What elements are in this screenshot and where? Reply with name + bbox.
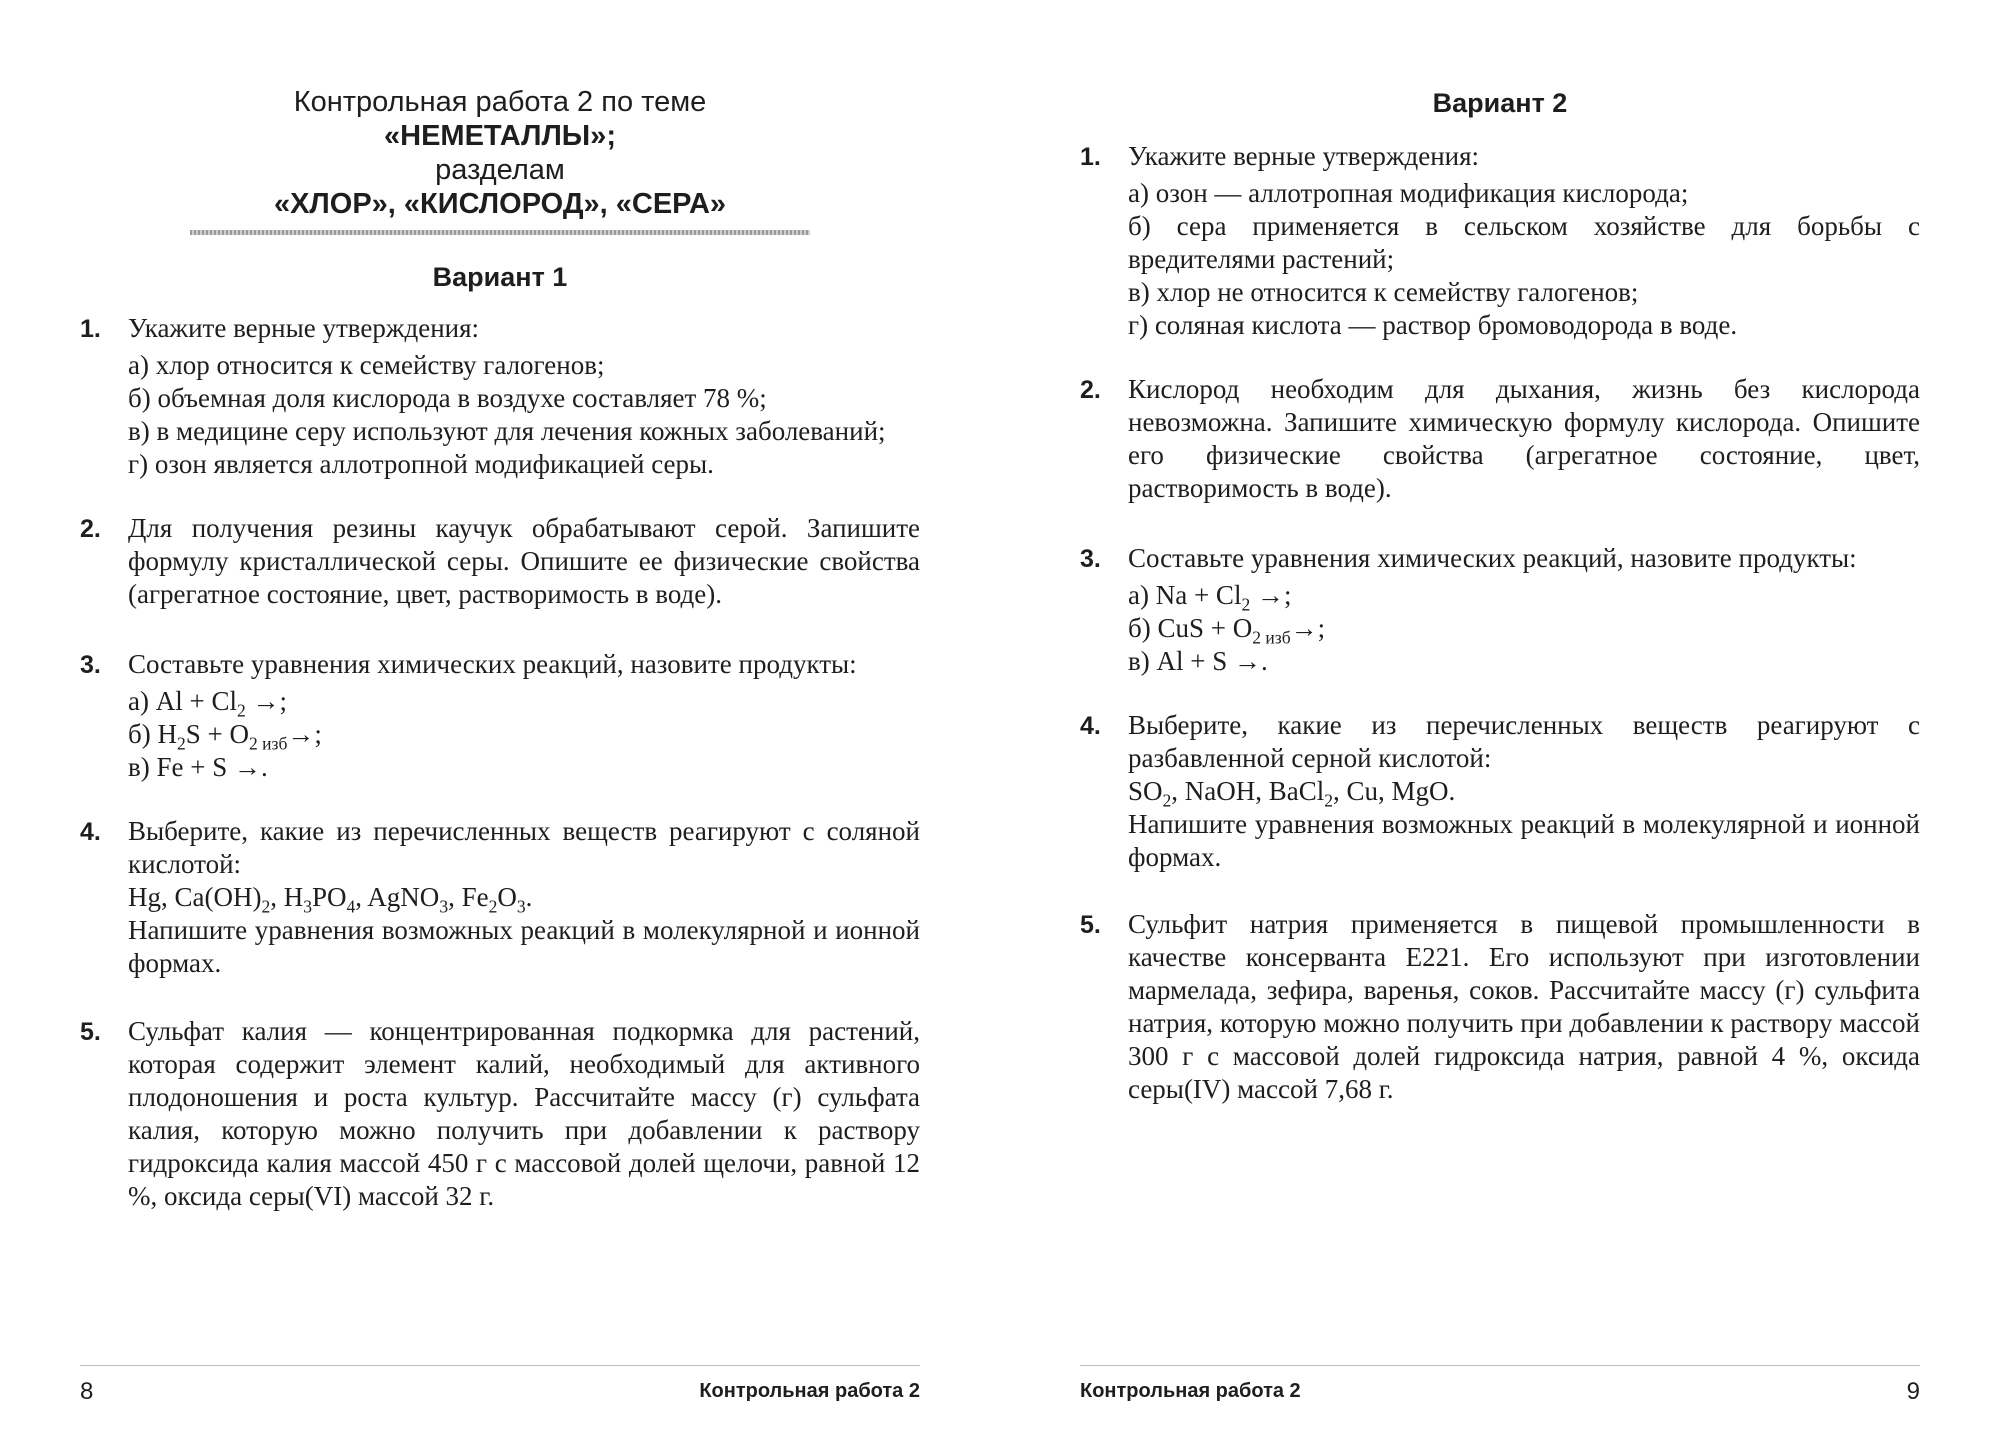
task-5 — [80, 1015, 920, 1213]
title-line-1: Контрольная работа 2 по теме — [293, 86, 707, 118]
title-line-3: разделам — [435, 154, 565, 186]
task-number: 2. — [80, 515, 101, 543]
title-divider — [190, 230, 810, 235]
task-text: Кислород необходим для дыхания, жизнь без кислорода невозможна. Запишите химическую формулу кислорода. Опишите его физические свойства (агрегатное состояние, цвет, растворимость в воде). — [1128, 374, 1920, 503]
reaction-b: б) CuS + $O_{2 изб}\to$; — [1128, 613, 1326, 648]
footer-divider — [1080, 1365, 1920, 1366]
running-footer: Контрольная работа 2 — [1080, 1380, 1301, 1402]
reaction-a: а) $Al + Cl_2$ →; — [128, 686, 287, 721]
task-question: Составьте уравнения химических реакций, назовите продукты: — [1128, 543, 1857, 573]
task-number: 4. — [1080, 712, 1101, 740]
option-b: б) объемная доля кислорода в воздухе составляет 78 %; — [128, 383, 767, 413]
footer-divider — [80, 1365, 920, 1366]
task-number: 2. — [1080, 376, 1101, 404]
option-d: г) соляная кислота — раствор бромоводорода в воде. — [1128, 310, 1738, 340]
running-footer: Контрольная работа 2 — [699, 1380, 920, 1402]
task-2 — [1080, 373, 1920, 505]
task-2 — [80, 512, 920, 611]
option-c: в) хлор не относится к семейству галогенов; — [1128, 277, 1639, 307]
task-3 — [80, 648, 920, 784]
option-a: а) озон — аллотропная модификация кислорода; — [1128, 178, 1689, 208]
task-number: 1. — [1080, 143, 1101, 171]
task-number: 3. — [1080, 545, 1101, 573]
task-number: 3. — [80, 651, 101, 679]
task-text: Сульфит натрия применяется в пищевой промышленности в качестве консерванта E221. Его используют при изготовлении мармелада, зефира, варенья, соков. Рассчитайте массу (г) сульфита натрия, которую можно получить при добавлении к раствору массой 300 г с массовой долей гидроксида натрия, равной 4 %, оксида серы(IV) массой 7,68 г. — [1128, 909, 1920, 1104]
option-a: а) хлор относится к семейству галогенов; — [128, 350, 605, 380]
task-note: Напишите уравнения возможных реакций в молекулярной и ионной формах. — [1128, 809, 1920, 872]
reaction-c: в) Al + S →. — [1128, 646, 1268, 676]
task-question: Выберите, какие из перечисленных веществ реагируют с разбавленной серной кислотой: — [1128, 710, 1920, 773]
work-title — [80, 85, 920, 221]
left-page — [80, 0, 920, 1452]
variant-heading: Вариант 2 — [1432, 88, 1568, 118]
task-note: Напишите уравнения возможных реакций в молекулярной и ионной формах. — [128, 915, 920, 978]
reaction-c: в) Fe + S →. — [128, 752, 268, 782]
reaction-b: б) $H_2S + O_{2 изб}\to$; — [128, 719, 322, 754]
variant-heading: Вариант 1 — [432, 262, 568, 292]
substance-list: Hg, $Ca(OH)_2$, $H_3PO_4$, AgNO$_3$, $Fe_2O_3$. — [128, 882, 533, 917]
task-1 — [1080, 140, 1920, 342]
page-number: 8 — [80, 1378, 94, 1405]
task-question: Выберите, какие из перечисленных веществ реагируют с соляной кислотой: — [128, 816, 920, 879]
task-text: Сульфат калия — концентрированная подкормка для растений, которая содержит элемент калий, необходимый для активного плодоношения и роста культур. Рассчитайте массу (г) сульфата калия, которую можно получить при добавлении к раствору гидроксида калия массой 450 г с массовой долей щелочи, равной 12 %, оксида серы(VI) массой 32 г. — [128, 1016, 920, 1211]
task-question: Укажите верные утверждения: — [1128, 141, 1480, 171]
task-4 — [80, 815, 920, 980]
task-text: Для получения резины каучук обрабатывают серой. Запишите формулу кристаллической серы. Опишите ее физические свойства (агрегатное состояние, цвет, растворимость в воде). — [128, 513, 920, 609]
title-line-2: «НЕМЕТАЛЛЫ»; — [384, 120, 616, 152]
task-5 — [1080, 908, 1920, 1106]
task-number: 4. — [80, 818, 101, 846]
task-question: Укажите верные утверждения: — [128, 313, 480, 343]
reaction-a: а) $Na + Cl_2$ →; — [1128, 580, 1292, 615]
task-3 — [1080, 542, 1920, 678]
option-b: б) сера применяется в сельском хозяйстве для борьбы с вредителями растений; — [1128, 211, 1920, 274]
task-number: 1. — [80, 315, 101, 343]
substance-list: $SO_2$, NaOH, BaCl$_2$, Cu, MgO. — [1128, 776, 1456, 811]
task-number: 5. — [80, 1018, 101, 1046]
task-question: Составьте уравнения химических реакций, назовите продукты: — [128, 649, 857, 679]
right-page — [1080, 0, 1920, 1452]
task-number: 5. — [1080, 911, 1101, 939]
page-number: 9 — [1906, 1378, 1920, 1405]
task-4 — [1080, 709, 1920, 874]
title-line-4: «ХЛОР», «КИСЛОРОД», «СЕРА» — [273, 188, 727, 220]
option-d: г) озон является аллотропной модификацией серы. — [128, 449, 714, 479]
task-1 — [80, 312, 920, 481]
option-c: в) в медицине серу используют для лечения кожных заболеваний; — [128, 416, 886, 446]
